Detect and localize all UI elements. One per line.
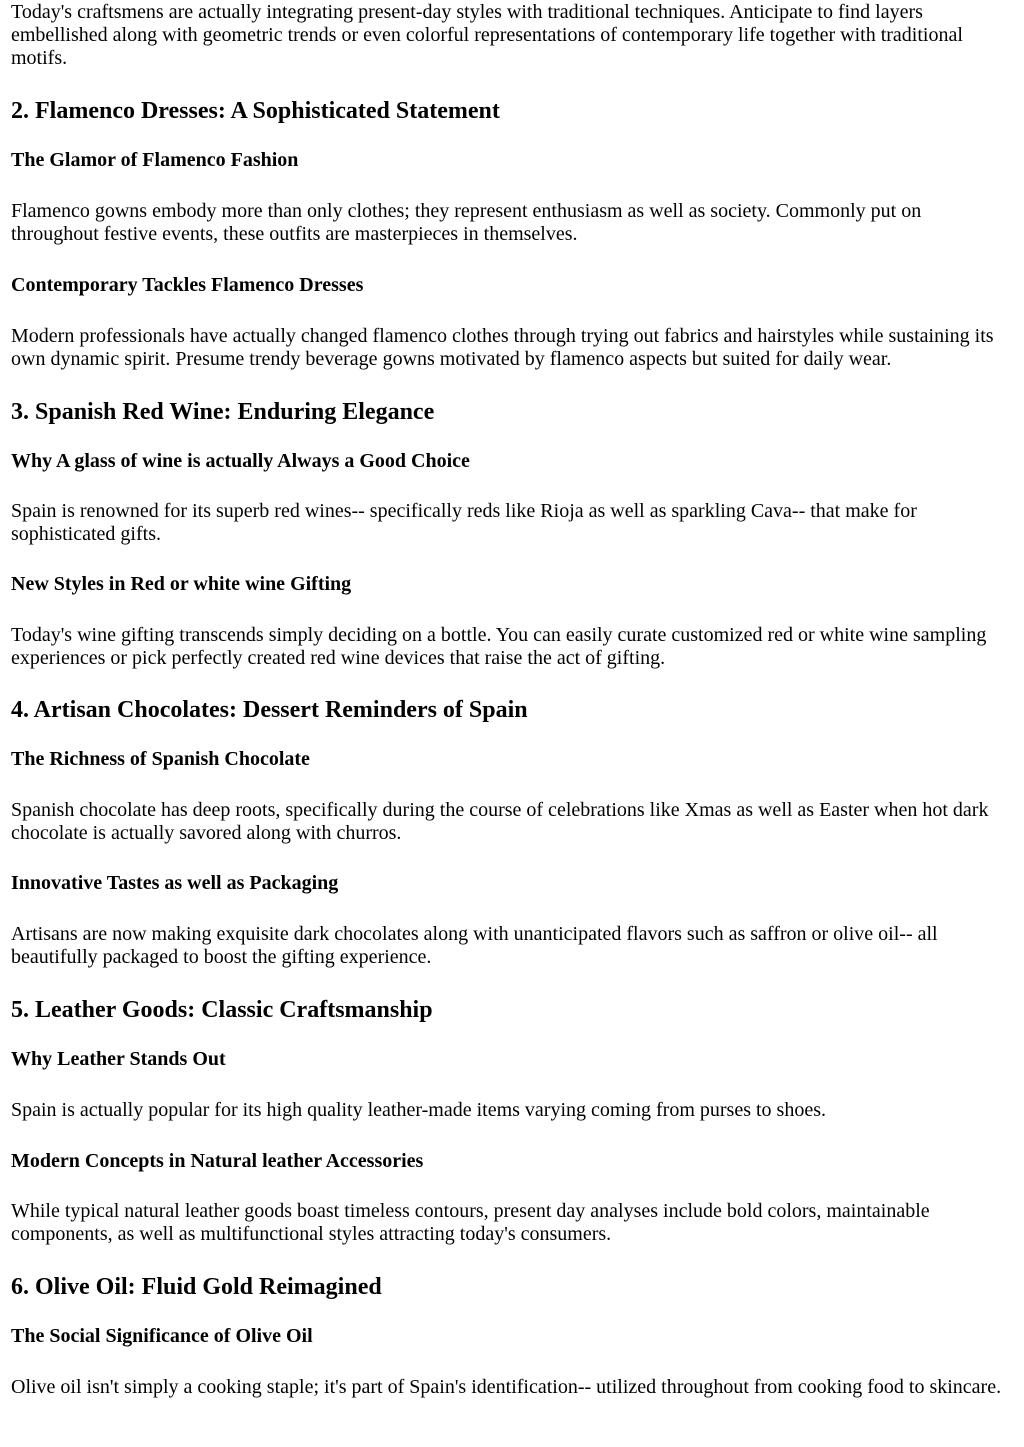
paragraph-contemporary-flamenco: Modern professionals have actually changed flamenco clothes through trying out fabrics and hairstyles while sustaining its own dynamic spirit. Presume trendy beverage gowns motivated by flamenco aspects but suited for daily wear. <box>11 325 994 370</box>
subheading-innovative-tastes: Innovative Tastes as well as Packaging <box>11 872 339 894</box>
paragraph-glamor-flamenco: Flamenco gowns embody more than only clothes; they represent enthusiasm as well as society. Commonly put on throughout festive events, these outfits are masterpieces in themselves. <box>11 200 922 245</box>
paragraph-why-wine: Spain is renowned for its superb red wines-- specifically reds like Rioja as well as sparkling Cava-- that make for sophisticated gifts. <box>11 500 917 545</box>
section-heading-red-wine: 3. Spanish Red Wine: Enduring Elegance <box>11 399 435 425</box>
subheading-leather-accessories: Modern Concepts in Natural leather Accessories <box>11 1150 424 1172</box>
paragraph-innovative-tastes: Artisans are now making exquisite dark chocolates along with unanticipated flavors such as saffron or olive oil-- all beautifully packaged to boost the gifting experience. <box>11 923 938 968</box>
article-content <box>0 1 1021 1399</box>
paragraph-leather-stands-out: Spain is actually popular for its high quality leather-made items varying coming from purses to shoes. <box>11 1099 826 1121</box>
section-heading-leather: 5. Leather Goods: Classic Craftsmanship <box>11 997 433 1023</box>
paragraph-spanish-chocolate: Spanish chocolate has deep roots, specifically during the course of celebrations like Xmas as well as Easter when hot dark chocolate is actually savored along with churros. <box>11 799 989 844</box>
intro-paragraph: Today's craftsmens are actually integrating present-day styles with traditional techniques. Anticipate to find layers embellished along with geometric trends or even colorful representations of contemporary life together with traditional motifs. <box>11 1 963 69</box>
subheading-contemporary-flamenco: Contemporary Tackles Flamenco Dresses <box>11 274 364 296</box>
paragraph-olive-oil-significance: Olive oil isn't simply a cooking staple; it's part of Spain's identification-- utilized throughout from cooking food to skincare. <box>11 1376 1002 1398</box>
subheading-wine-gifting: New Styles in Red or white wine Gifting <box>11 573 352 595</box>
section-heading-olive-oil: 6. Olive Oil: Fluid Gold Reimagined <box>11 1274 382 1300</box>
section-heading-chocolates: 4. Artisan Chocolates: Dessert Reminders of Spain <box>11 697 528 723</box>
section-heading-flamenco: 2. Flamenco Dresses: A Sophisticated Statement <box>11 98 500 124</box>
paragraph-wine-gifting: Today's wine gifting transcends simply deciding on a bottle. You can easily curate customized red or white wine sampling experiences or pick perfectly created red wine devices that raise the act of gifting. <box>11 624 987 669</box>
subheading-leather-stands-out: Why Leather Stands Out <box>11 1048 226 1070</box>
subheading-olive-oil-significance: The Social Significance of Olive Oil <box>11 1325 313 1347</box>
subheading-glamor-flamenco: The Glamor of Flamenco Fashion <box>11 149 299 171</box>
subheading-why-wine: Why A glass of wine is actually Always a Good Choice <box>11 450 470 472</box>
paragraph-leather-accessories: While typical natural leather goods boast timeless contours, present day analyses include bold colors, maintainable components, as well as multifunctional styles attracting today's consumers. <box>11 1200 930 1245</box>
subheading-spanish-chocolate: The Richness of Spanish Chocolate <box>11 748 310 770</box>
